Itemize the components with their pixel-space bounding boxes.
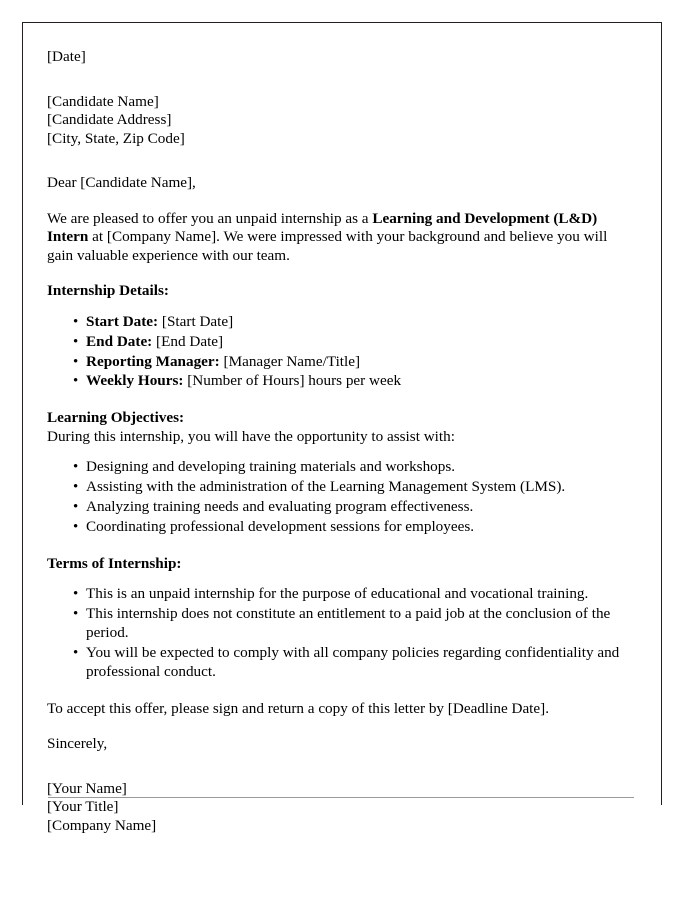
terms-of-internship-heading: Terms of Internship: bbox=[47, 554, 182, 572]
footer-divider bbox=[48, 797, 634, 798]
learning-objectives-heading: Learning Objectives: bbox=[47, 409, 185, 427]
list-item: • Coordinating professional development sessions for employees. bbox=[86, 518, 633, 537]
detail-label: Weekly Hours: bbox=[86, 372, 184, 390]
detail-label: Start Date: bbox=[86, 312, 159, 330]
date-line: [Date] bbox=[47, 48, 86, 65]
spacer-after-salutation bbox=[47, 193, 633, 210]
detail-value: [Start Date] bbox=[158, 312, 234, 330]
intro-paragraph bbox=[47, 210, 633, 266]
learning-objectives-list bbox=[47, 458, 633, 536]
learning-objectives-intro: During this internship, you will have the opportunity to assist with: bbox=[47, 427, 455, 445]
list-item bbox=[86, 333, 633, 352]
spacer-before-closing bbox=[47, 718, 633, 735]
acceptance-paragraph: To accept this offer, please sign and return a copy of this letter by [Deadline Date]. bbox=[47, 699, 550, 717]
letter-body bbox=[47, 22, 633, 835]
spacer-after-address bbox=[47, 148, 633, 174]
intro-text-after: at [Company Name]. We were impressed with your background and believe you will gain valuable experience with our team. bbox=[47, 228, 608, 264]
spacer-after-details-heading bbox=[47, 301, 633, 313]
spacer-after-date bbox=[47, 67, 633, 93]
recipient-city-line: [City, State, Zip Code] bbox=[47, 129, 185, 147]
spacer-before-objectives bbox=[47, 392, 633, 409]
intro-role-bold: Learning and Development (L&D) Intern bbox=[47, 209, 598, 246]
spacer-after-terms-heading bbox=[47, 573, 633, 585]
list-item bbox=[86, 372, 633, 391]
closing-line: Sincerely, bbox=[47, 735, 108, 753]
terms-of-internship-list bbox=[47, 585, 633, 681]
detail-label: End Date: bbox=[86, 332, 153, 350]
detail-value: [Number of Hours] hours per week bbox=[183, 372, 402, 390]
detail-value: [End Date] bbox=[152, 332, 224, 350]
list-item: • Analyzing training needs and evaluating program effectiveness. bbox=[86, 498, 633, 517]
signature-name-line: [Your Name] bbox=[47, 779, 127, 797]
list-item: • Assisting with the administration of the Learning Management System (LMS). bbox=[86, 478, 633, 497]
list-item: • Designing and developing training materials and workshops. bbox=[86, 458, 633, 477]
detail-label: Reporting Manager: bbox=[86, 352, 220, 370]
spacer-before-terms bbox=[47, 538, 633, 555]
internship-details-heading: Internship Details: bbox=[47, 282, 169, 300]
recipient-address-line: [Candidate Address] bbox=[47, 111, 172, 129]
spacer-after-objectives-intro bbox=[47, 446, 633, 458]
top-spacer bbox=[47, 22, 633, 48]
list-item bbox=[86, 313, 633, 332]
intro-text-before: We are pleased to offer you an unpaid internship as a bbox=[47, 209, 373, 227]
recipient-name-line: [Candidate Name] bbox=[47, 92, 159, 110]
internship-details-list bbox=[47, 313, 633, 391]
detail-value: [Manager Name/Title] bbox=[219, 352, 361, 370]
spacer-before-details bbox=[47, 265, 633, 282]
spacer-before-signature bbox=[47, 754, 633, 780]
signature-title-line: [Your Title] bbox=[47, 798, 119, 816]
salutation-line: Dear [Candidate Name], bbox=[47, 174, 196, 192]
list-item bbox=[86, 353, 633, 372]
signature-company-line: [Company Name] bbox=[47, 816, 157, 834]
list-item: • This internship does not constitute an entitlement to a paid job at the conclusion of the period. bbox=[86, 605, 633, 643]
spacer-before-acceptance bbox=[47, 683, 633, 700]
list-item: • You will be expected to comply with all company policies regarding confidentiality and professional conduct. bbox=[86, 644, 633, 682]
list-item: • This is an unpaid internship for the purpose of educational and vocational training. bbox=[86, 585, 633, 604]
